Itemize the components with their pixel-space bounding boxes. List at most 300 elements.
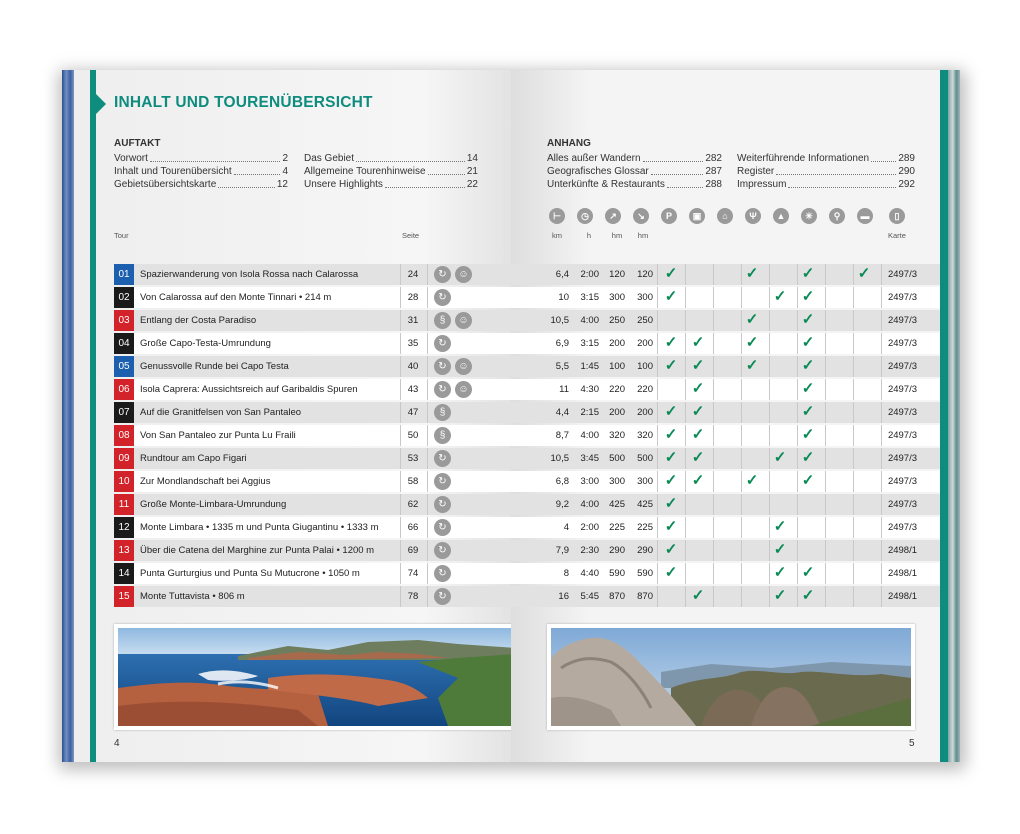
column-divider xyxy=(741,379,742,400)
descent-hm: 120 xyxy=(637,269,653,280)
tour-data-row[interactable] xyxy=(511,448,940,469)
column-divider xyxy=(741,563,742,584)
tour-name: Rundtour am Capo Figari xyxy=(140,453,247,464)
distance-km: 6,4 xyxy=(555,269,569,280)
round-trip-icon: ↻ xyxy=(434,289,451,306)
column-divider xyxy=(427,517,428,538)
column-divider xyxy=(853,425,854,446)
duration-hours: 4:00 xyxy=(580,315,599,326)
column-divider xyxy=(657,471,658,492)
anhang-toc-entry[interactable] xyxy=(547,178,722,191)
tour-row[interactable] xyxy=(114,333,511,354)
map-sheet-number: 2497/3 xyxy=(887,499,917,510)
auftakt-toc-entry[interactable] xyxy=(114,178,288,191)
restaurant-icon: Ψ xyxy=(745,208,761,224)
ascent-hm: 225 xyxy=(609,522,625,533)
tour-number-badge: 09 xyxy=(114,448,134,469)
column-divider xyxy=(825,287,826,308)
ascent-hm: 320 xyxy=(609,430,625,441)
checkmark-icon: ✓ xyxy=(801,426,815,443)
toc-entry-page: 2 xyxy=(282,153,288,164)
anhang-toc-entry[interactable] xyxy=(737,165,915,178)
toc-entry-label: Weiterführende Informationen xyxy=(737,153,870,164)
tour-row[interactable] xyxy=(114,425,511,446)
one-way-icon: § xyxy=(434,312,451,329)
column-divider xyxy=(741,425,742,446)
toc-leader-dots xyxy=(150,152,281,162)
column-divider xyxy=(769,333,770,354)
column-divider xyxy=(825,563,826,584)
toc-entry-page: 22 xyxy=(466,179,478,190)
family-friendly-icon: ☺ xyxy=(455,312,472,329)
toc-leader-dots xyxy=(667,178,703,188)
column-divider xyxy=(825,517,826,538)
tour-data-row[interactable] xyxy=(511,402,940,423)
round-trip-icon: ↻ xyxy=(434,450,451,467)
column-divider xyxy=(427,540,428,561)
column-divider xyxy=(713,471,714,492)
descent-hm: 220 xyxy=(637,384,653,395)
checkmark-icon: ✓ xyxy=(801,288,815,305)
tour-row[interactable] xyxy=(114,540,511,561)
tour-page-number: 58 xyxy=(407,476,419,487)
tour-number-badge: 13 xyxy=(114,540,134,561)
distance-km: 9,2 xyxy=(555,499,569,510)
checkmark-icon: ✓ xyxy=(773,518,787,535)
column-divider xyxy=(769,494,770,515)
column-divider xyxy=(427,448,428,469)
column-divider xyxy=(427,356,428,377)
ascent-hm: 100 xyxy=(609,361,625,372)
checkmark-icon: ✓ xyxy=(664,357,678,374)
tour-row[interactable] xyxy=(114,310,511,331)
distance-km: 4 xyxy=(563,522,569,533)
tour-data-row[interactable] xyxy=(511,540,940,561)
distance-km: 10,5 xyxy=(550,315,569,326)
checkmark-icon: ✓ xyxy=(691,403,705,420)
tour-data-row[interactable] xyxy=(511,310,940,331)
tour-data-row[interactable] xyxy=(511,264,940,285)
column-divider xyxy=(657,563,658,584)
round-trip-icon: ↻ xyxy=(434,565,451,582)
column-divider xyxy=(657,402,658,423)
checkmark-icon: ✓ xyxy=(664,564,678,581)
round-trip-icon: ↻ xyxy=(434,266,451,283)
toc-leader-dots xyxy=(234,165,281,175)
column-divider xyxy=(741,448,742,469)
checkmark-icon: ✓ xyxy=(691,334,705,351)
column-divider xyxy=(853,448,854,469)
parking-icon: P xyxy=(661,208,677,224)
duration-hours: 4:30 xyxy=(580,384,599,395)
round-trip-icon: ↻ xyxy=(434,381,451,398)
one-way-icon: § xyxy=(434,404,451,421)
column-divider xyxy=(713,494,714,515)
column-divider xyxy=(825,494,826,515)
checkmark-icon: ✓ xyxy=(745,265,759,282)
ascent-hm: 220 xyxy=(609,384,625,395)
auftakt-toc-entry[interactable] xyxy=(304,165,478,178)
checkmark-icon: ✓ xyxy=(664,288,678,305)
column-divider xyxy=(685,310,686,331)
tour-data-row[interactable] xyxy=(511,471,940,492)
column-divider xyxy=(427,494,428,515)
column-divider xyxy=(657,586,658,607)
checkmark-icon: ✓ xyxy=(801,334,815,351)
toc-entry-page: 282 xyxy=(705,153,722,164)
tour-row[interactable] xyxy=(114,471,511,492)
toc-entry-label: Das Gebiet xyxy=(304,153,355,164)
ascent-hm: 300 xyxy=(609,476,625,487)
column-divider xyxy=(741,402,742,423)
toc-entry-page: 4 xyxy=(282,166,288,177)
anhang-toc-entry[interactable] xyxy=(737,178,915,191)
anhang-toc-entry[interactable] xyxy=(547,165,722,178)
column-divider xyxy=(853,287,854,308)
column-divider xyxy=(741,540,742,561)
page-right xyxy=(511,70,948,762)
column-divider xyxy=(713,379,714,400)
round-trip-icon: ↻ xyxy=(434,496,451,513)
auftakt-toc-entry[interactable] xyxy=(114,165,288,178)
tour-page-number: 28 xyxy=(407,292,419,303)
column-divider xyxy=(853,356,854,377)
column-divider xyxy=(657,448,658,469)
page-title: INHALT UND TOURENÜBERSICHT xyxy=(114,94,373,111)
column-divider xyxy=(797,517,798,538)
toc-leader-dots xyxy=(788,178,896,188)
one-way-icon: § xyxy=(434,427,451,444)
tour-page-number: 40 xyxy=(407,361,419,372)
tour-page-number: 74 xyxy=(407,568,419,579)
tour-number-badge: 14 xyxy=(114,563,134,584)
toc-leader-dots xyxy=(651,165,704,175)
cable-car-icon: ⌂ xyxy=(717,208,733,224)
descent-hm: 250 xyxy=(637,315,653,326)
page-left xyxy=(74,70,511,762)
column-divider xyxy=(853,471,854,492)
map-sheet-number: 2497/3 xyxy=(887,384,917,395)
tour-row[interactable] xyxy=(114,586,511,607)
column-divider xyxy=(769,356,770,377)
toc-entry-label: Inhalt und Tourenübersicht xyxy=(114,166,232,177)
descent-hm: 300 xyxy=(637,476,653,487)
column-divider xyxy=(657,287,658,308)
summit-icon: ▲ xyxy=(773,208,789,224)
column-divider xyxy=(853,379,854,400)
tour-name: Von Calarossa auf den Monte Tinnari • 214 m xyxy=(140,292,332,303)
checkmark-icon: ✓ xyxy=(745,472,759,489)
checkmark-icon: ✓ xyxy=(691,472,705,489)
toc-entry-label: Vorwort xyxy=(114,153,148,164)
column-divider xyxy=(685,563,686,584)
toc-entry-label: Unterkünfte & Restaurants xyxy=(547,179,665,190)
toc-entry-page: 12 xyxy=(276,179,288,190)
tour-row[interactable] xyxy=(114,402,511,423)
family-friendly-icon: ☺ xyxy=(455,266,472,283)
column-divider xyxy=(825,333,826,354)
tour-name: Spazierwanderung von Isola Rossa nach Calarossa xyxy=(140,269,359,280)
tour-row[interactable] xyxy=(114,517,511,538)
column-divider xyxy=(853,310,854,331)
tour-name: Entlang der Costa Paradiso xyxy=(140,315,257,326)
checkmark-icon: ✓ xyxy=(691,426,705,443)
accent-bar-right xyxy=(940,70,948,762)
duration-hours: 4:00 xyxy=(580,499,599,510)
anhang-toc-entry[interactable] xyxy=(547,152,722,165)
tour-row[interactable] xyxy=(114,448,511,469)
tour-page-number: 31 xyxy=(407,315,419,326)
column-divider xyxy=(427,586,428,607)
descent-hm: 500 xyxy=(637,453,653,464)
tour-data-row[interactable] xyxy=(511,494,940,515)
column-divider xyxy=(853,586,854,607)
tour-data-row[interactable] xyxy=(511,287,940,308)
checkmark-icon: ✓ xyxy=(664,518,678,535)
tour-name: Genussvolle Runde bei Capo Testa xyxy=(140,361,289,372)
toc-leader-dots xyxy=(428,165,465,175)
toc-entry-page: 21 xyxy=(466,166,478,177)
map-sheet-number: 2497/3 xyxy=(887,476,917,487)
map-sheet-number: 2497/3 xyxy=(887,522,917,533)
tour-data-row[interactable] xyxy=(511,425,940,446)
toc-entry-page: 14 xyxy=(466,153,478,164)
tour-data-row[interactable] xyxy=(511,517,940,538)
column-divider xyxy=(853,494,854,515)
checkmark-icon: ✓ xyxy=(691,357,705,374)
tour-name: Große Capo-Testa-Umrundung xyxy=(140,338,271,349)
checkmark-icon: ✓ xyxy=(801,380,815,397)
map-sheet-number: 2497/3 xyxy=(887,407,917,418)
page-number-right: 5 xyxy=(909,738,915,749)
hm-down-header: hm xyxy=(637,231,649,240)
map-sheet-number: 2498/1 xyxy=(887,568,917,579)
tour-page-number: 66 xyxy=(407,522,419,533)
column-divider xyxy=(769,471,770,492)
column-divider xyxy=(713,287,714,308)
tour-page-number: 24 xyxy=(407,269,419,280)
tour-data-row[interactable] xyxy=(511,333,940,354)
descent-hm: 300 xyxy=(637,292,653,303)
toc-entry-page: 288 xyxy=(705,179,722,190)
column-divider xyxy=(741,287,742,308)
checkmark-icon: ✓ xyxy=(773,587,787,604)
tour-data-row[interactable] xyxy=(511,563,940,584)
bike-icon: ⚲ xyxy=(829,208,845,224)
descent-hm: 320 xyxy=(637,430,653,441)
distance-km: 11 xyxy=(559,384,569,395)
checkmark-icon: ✓ xyxy=(691,587,705,604)
checkmark-icon: ✓ xyxy=(664,334,678,351)
tour-page-number: 43 xyxy=(407,384,419,395)
duration-hours: 2:00 xyxy=(580,269,599,280)
ascent-hm: 590 xyxy=(609,568,625,579)
descent-hm: 590 xyxy=(637,568,653,579)
toc-leader-dots xyxy=(643,152,704,162)
descent-hm: 100 xyxy=(637,361,653,372)
distance-km: 6,9 xyxy=(555,338,569,349)
descent-hm: 200 xyxy=(637,407,653,418)
column-divider xyxy=(825,540,826,561)
toc-entry-label: Register xyxy=(737,166,775,177)
map-sheet-number: 2497/3 xyxy=(887,292,917,303)
descent-hm: 290 xyxy=(637,545,653,556)
tour-row[interactable] xyxy=(114,356,511,377)
auftakt-toc-entry[interactable] xyxy=(114,152,288,165)
tour-page-number: 50 xyxy=(407,430,419,441)
toc-entry-label: Impressum xyxy=(737,179,787,190)
tour-row[interactable] xyxy=(114,563,511,584)
column-divider xyxy=(427,402,428,423)
column-divider xyxy=(427,379,428,400)
column-divider xyxy=(427,425,428,446)
column-divider xyxy=(657,425,658,446)
distance-km: 6,8 xyxy=(555,476,569,487)
duration-hours: 3:15 xyxy=(580,292,599,303)
column-divider xyxy=(657,517,658,538)
auftakt-heading: AUFTAKT xyxy=(114,138,161,149)
round-trip-icon: ↻ xyxy=(434,473,451,490)
tour-name: Punta Gurturgius und Punta Su Mutucrone • 1050 m xyxy=(140,568,360,579)
tour-number-badge: 06 xyxy=(114,379,134,400)
anhang-toc-entry[interactable] xyxy=(737,152,915,165)
toc-entry-label: Geografisches Glossar xyxy=(547,166,649,177)
tour-page-number: 69 xyxy=(407,545,419,556)
column-divider xyxy=(685,540,686,561)
family-friendly-icon: ☺ xyxy=(455,381,472,398)
checkmark-icon: ✓ xyxy=(664,472,678,489)
ascent-hm: 425 xyxy=(609,499,625,510)
coast-photo xyxy=(114,624,511,730)
tour-number-badge: 10 xyxy=(114,471,134,492)
column-divider xyxy=(825,425,826,446)
checkmark-icon: ✓ xyxy=(857,265,871,282)
checkmark-icon: ✓ xyxy=(801,265,815,282)
duration-hours: 3:45 xyxy=(580,453,599,464)
tour-number-badge: 15 xyxy=(114,586,134,607)
km-header: km xyxy=(552,231,562,240)
ascent-hm: 500 xyxy=(609,453,625,464)
signpost-icon: ⊢ xyxy=(549,208,565,224)
duration-hours: 5:45 xyxy=(580,591,599,602)
map-sheet-number: 2497/3 xyxy=(887,269,917,280)
auftakt-toc-entry[interactable] xyxy=(304,152,478,165)
checkmark-icon: ✓ xyxy=(745,311,759,328)
toc-leader-dots xyxy=(776,165,896,175)
toc-leader-dots xyxy=(385,178,465,188)
toc-entry-label: Allgemeine Tourenhinweise xyxy=(304,166,426,177)
column-divider xyxy=(685,494,686,515)
checkmark-icon: ✓ xyxy=(801,403,815,420)
tour-row[interactable] xyxy=(114,287,511,308)
checkmark-icon: ✓ xyxy=(773,449,787,466)
bus-icon: ▣ xyxy=(689,208,705,224)
column-divider xyxy=(769,425,770,446)
karte-column-header: Karte xyxy=(888,231,906,240)
round-trip-icon: ↻ xyxy=(434,519,451,536)
column-divider xyxy=(853,402,854,423)
tour-name: Monte Tuttavista • 806 m xyxy=(140,591,245,602)
column-divider xyxy=(427,471,428,492)
anhang-heading: ANHANG xyxy=(547,138,591,149)
tour-number-badge: 03 xyxy=(114,310,134,331)
tour-name: Über die Catena del Marghine zur Punta Palai • 1200 m xyxy=(140,545,375,556)
column-divider xyxy=(657,264,658,285)
accent-bar-left xyxy=(90,70,96,762)
duration-hours: 4:40 xyxy=(580,568,599,579)
column-divider xyxy=(657,310,658,331)
column-divider xyxy=(769,264,770,285)
column-divider xyxy=(713,402,714,423)
column-divider xyxy=(657,356,658,377)
tour-column-header: Tour xyxy=(114,231,129,240)
sleeping-icon: ▬ xyxy=(857,208,873,224)
duration-hours: 3:15 xyxy=(580,338,599,349)
toc-entry-page: 287 xyxy=(705,166,722,177)
checkmark-icon: ✓ xyxy=(664,426,678,443)
tour-row[interactable] xyxy=(114,379,511,400)
checkmark-icon: ✓ xyxy=(801,311,815,328)
auftakt-toc-entry[interactable] xyxy=(304,178,478,191)
column-divider xyxy=(769,379,770,400)
descent-icon: ↘ xyxy=(633,208,649,224)
column-divider xyxy=(427,563,428,584)
toc-entry-label: Unsere Highlights xyxy=(304,179,383,190)
distance-km: 16 xyxy=(558,591,569,602)
column-divider xyxy=(741,586,742,607)
column-divider xyxy=(685,287,686,308)
tour-page-number: 62 xyxy=(407,499,419,510)
tour-number-badge: 12 xyxy=(114,517,134,538)
column-divider xyxy=(713,356,714,377)
map-sheet-number: 2497/3 xyxy=(887,361,917,372)
map-sheet-number: 2497/3 xyxy=(887,453,917,464)
column-divider xyxy=(741,494,742,515)
column-divider xyxy=(657,540,658,561)
tour-page-number: 78 xyxy=(407,591,419,602)
checkmark-icon: ✓ xyxy=(664,265,678,282)
tour-row[interactable] xyxy=(114,264,511,285)
seite-column-header: Seite xyxy=(402,231,420,240)
column-divider xyxy=(713,310,714,331)
tour-number-badge: 08 xyxy=(114,425,134,446)
column-divider xyxy=(685,517,686,538)
phone-icon: ▯ xyxy=(889,208,905,224)
h-header: h xyxy=(586,231,592,240)
column-divider xyxy=(825,471,826,492)
descent-hm: 225 xyxy=(637,522,653,533)
tour-data-row[interactable] xyxy=(511,356,940,377)
column-divider xyxy=(427,287,428,308)
tour-name: Von San Pantaleo zur Punta Lu Fraili xyxy=(140,430,296,441)
round-trip-icon: ↻ xyxy=(434,542,451,559)
checkmark-icon: ✓ xyxy=(801,472,815,489)
tour-number-badge: 07 xyxy=(114,402,134,423)
column-divider xyxy=(825,379,826,400)
tour-data-row[interactable] xyxy=(511,379,940,400)
column-divider xyxy=(825,402,826,423)
column-divider xyxy=(853,540,854,561)
tour-row[interactable] xyxy=(114,494,511,515)
column-divider xyxy=(713,425,714,446)
checkmark-icon: ✓ xyxy=(745,357,759,374)
tour-data-row[interactable] xyxy=(511,586,940,607)
ascent-hm: 200 xyxy=(609,338,625,349)
column-divider xyxy=(713,586,714,607)
descent-hm: 200 xyxy=(637,338,653,349)
checkmark-icon: ✓ xyxy=(664,449,678,466)
ascent-hm: 200 xyxy=(609,407,625,418)
